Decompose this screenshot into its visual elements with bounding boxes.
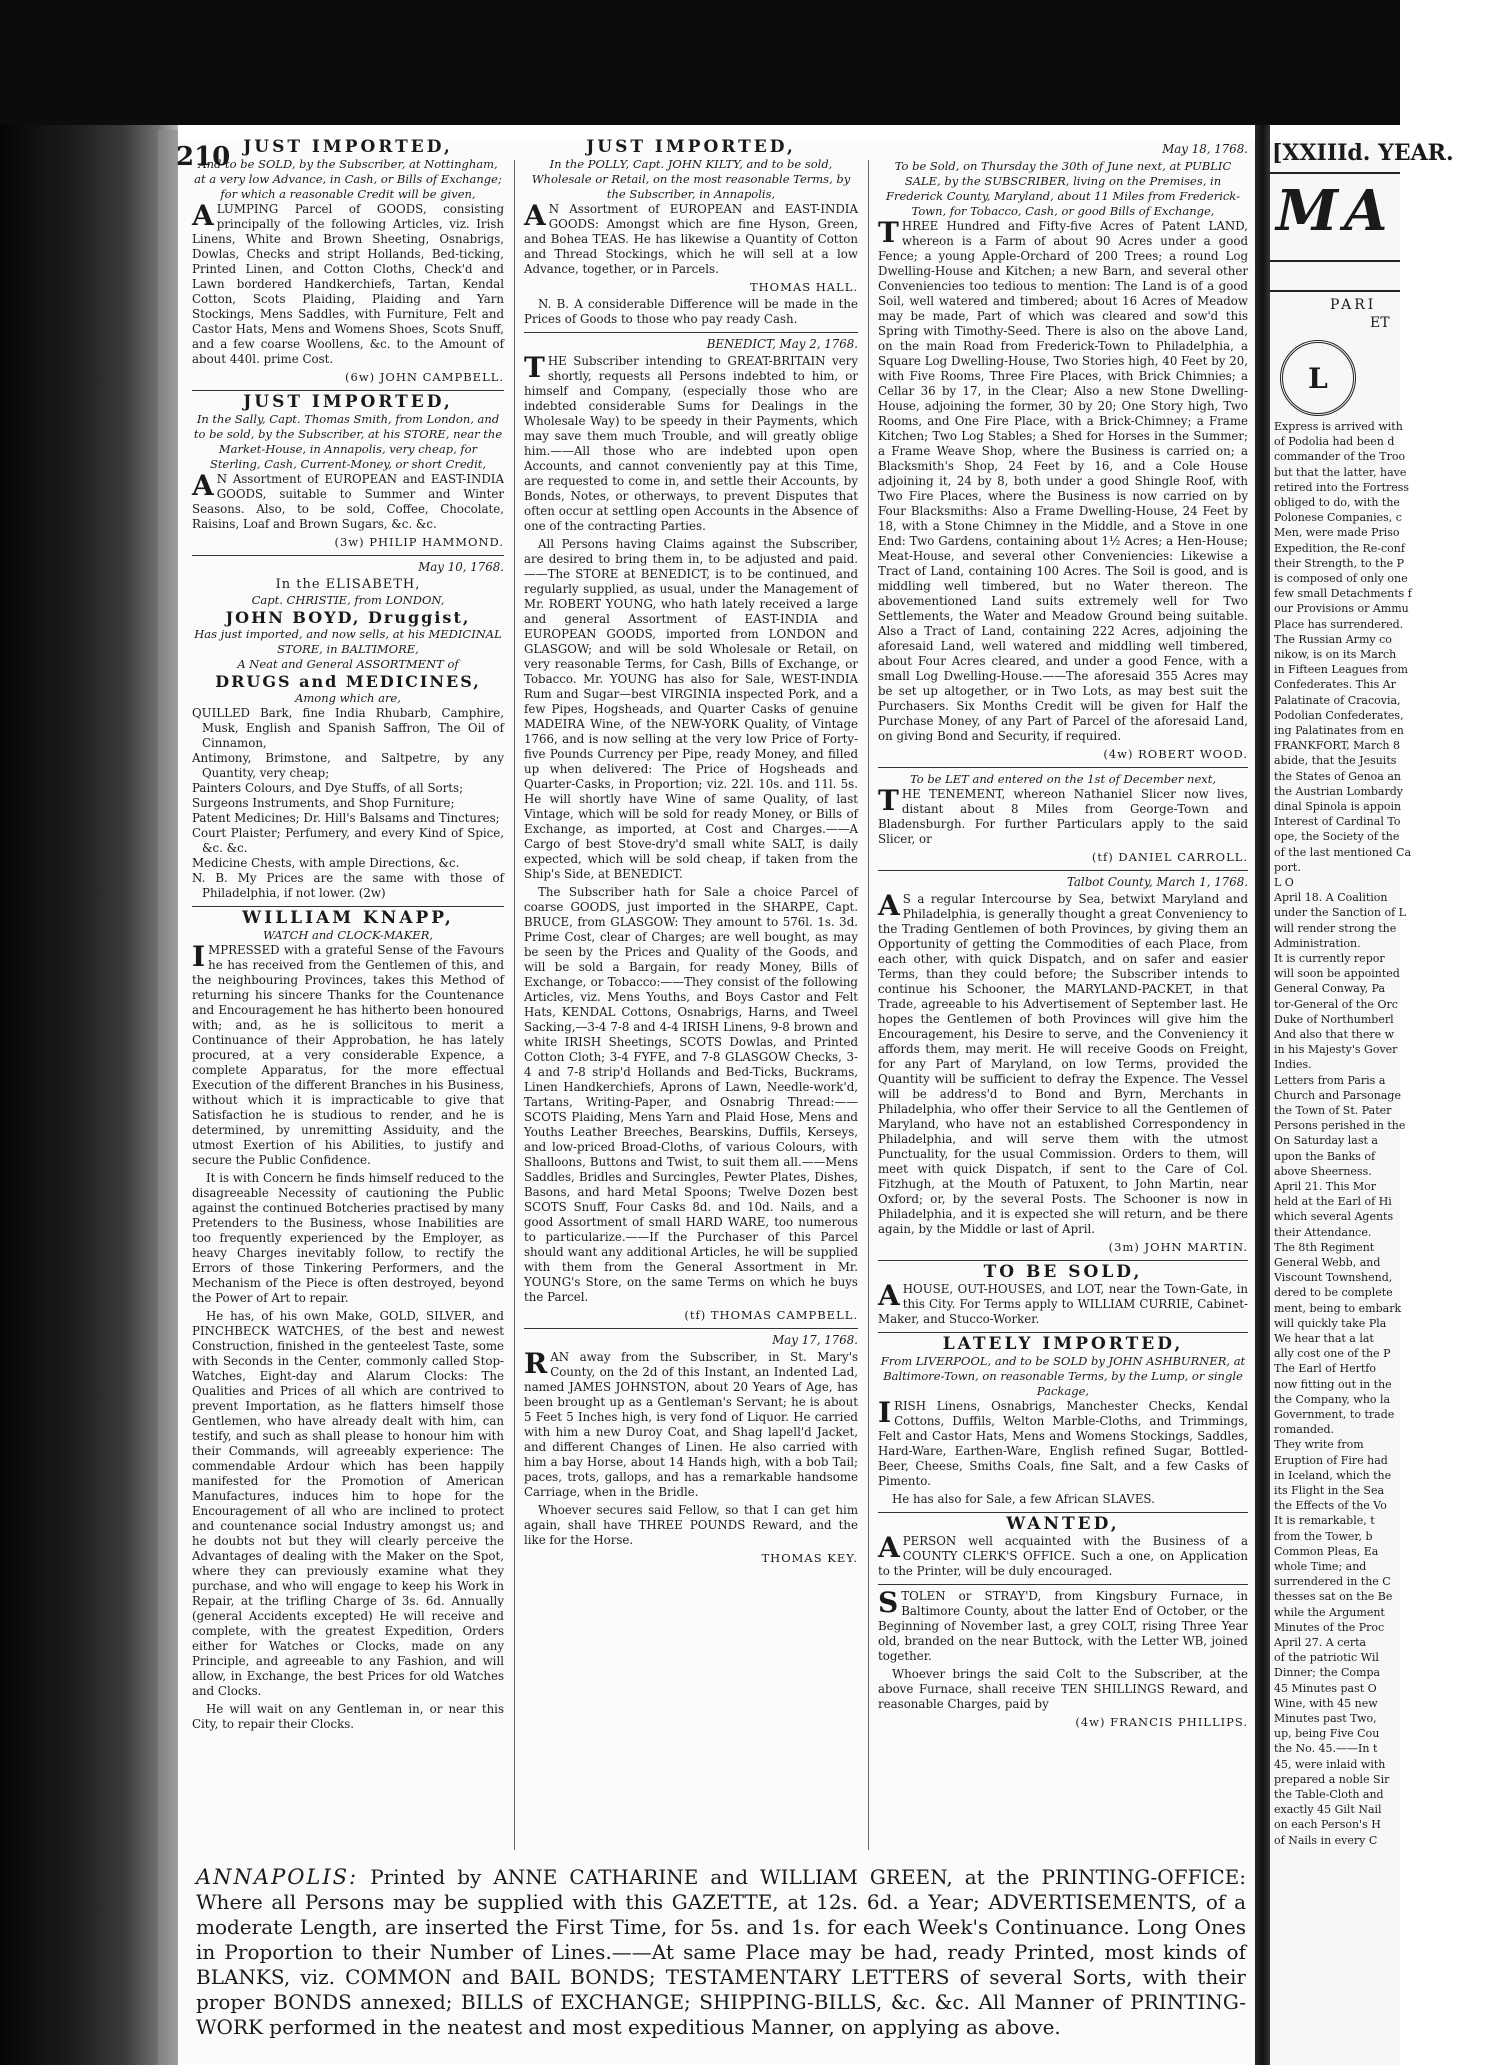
facing-page-line: their Attendance. <box>1274 1225 1372 1239</box>
facing-page-line: whole Time; and <box>1274 1560 1367 1573</box>
ad-body: IRISH Linens, Osnabrigs, Manchester Checks, Kendal Cottons, Duffils, Welton Marble-Cloths, and Trimmings, Felt and Castor Hats, Mens and Womens Stockings, Saddles, Hard-Ware, Earthen-Ware, English refined Sugar, Bottled-Beer, Cheese, Smiths Coals, fine Salt, and a few Casks of Pimento. <box>878 1396 1248 1488</box>
ad-daniel-carroll <box>878 772 1248 865</box>
column-3 <box>878 140 1248 1855</box>
ad-signature: (4w) FRANCIS PHILLIPS. <box>1075 1715 1248 1729</box>
facing-page-rule <box>1270 260 1400 262</box>
facing-page-line: Minutes past Two, <box>1274 1712 1377 1725</box>
facing-page-line: its Flight in the Sea <box>1274 1484 1385 1497</box>
ad-body: THREE Hundred and Fifty-five Acres of Patent LAND, whereon is a Farm of about 90 Acres under a good Fence; a young Apple-Orchard of 200 Trees; a round Log Dwelling-House and Kitchen; a new Barn, and several other Conveniencies too tedious to mention: The Land is of a good Soil, well watered and timbered; about 16 Acres of Meadow may be made, Part of which was cleared and sow'd this Spring with Timothy-Seed. There is also on the above Land, on the main Road from Frederick-Town to Philadelphia, a Square Log Dwelling-House, Two Stories high, 40 Feet by 20, with Five Rooms, Three Fire Places, with Brick Chimnies; a Cellar 36 by 17, in the Clear; Also a new Stone Dwelling-House, adjoining the former, 30 by 20; One Story high, Two Rooms, and One Fire Place, with a Brick-Chimney; a Frame Kitchen; Two Log Stables; a Shed for Horses in the Summer; a Frame Weave Shop, where the Business is carried on; a Blacksmith's Shop, 24 Feet by 16, and a Cole House adjoining it, 24 by 8, both under a good Shingle Roof, with Two Fire Places, where the Business is now carried on by Four Blacksmiths: Also a Frame Dwelling-House, 24 Feet by 18, with a Stone Chimney in the Middle, and a Stove in one End: Two Gardens, containing about 1½ Acres; a Hen-House; Meat-House, and several other Conveniencies: Likewise a Tract of Land, containing 100 Acres. The Soil is good, and is middling well timbered, but no Water thereon. The abovementioned Land suits extremely well for Two Settlements, the Water and Meadow Ground being suitable. Also a Tract of Land, containing 222 Acres, adjoining the aforesaid Land, well watered and middling well timbered, about Four Acres cleared, and under a good Fence, with a small Log Dwelling-House.——The aforesaid 355 Acres may be set up altogether, or in Two Lots, as may best suit the Purchasers. Six Months Credit will be given for Half the Purchase Money, of any Part of Parcel of the aforesaid Land, on giving Bond and Security, if required. <box>878 216 1248 743</box>
facing-page-line: their Strength, to the P <box>1274 556 1405 570</box>
facing-page-line: in Fifteen Leagues from <box>1274 663 1408 677</box>
ad-paragraph: All Persons having Claims against the Subscriber, are desired to bring them in, to be adjusted and paid.——The STORE at BENEDICT, is to be continued, and regularly supplied, as usual, under the Management of Mr. ROBERT YOUNG, who hath lately received a large and general Assortment of EAST-INDIA and EUROPEAN GOODS, imported from LONDON and GLASGOW; and will be sold Wholesale or Retail, on very reasonable Terms, for Cash, Bills of Exchange, or Tobacco. Mr. YOUNG has also for Sale, WEST-INDIA Rum and Sugar—best VIRGINIA inspected Pork, and a few Pipes, Hogsheads, and Quarter Casks of genuine MADEIRA Wine, of the NEW-YORK Quality, of Vintage 1766, and is now selling at the very low Price of Forty-five Pounds Currency per Pipe, ready Money, and filled up when delivered: The Price of Hogsheads and Quarter-Casks, in Proportion; viz. 22l. 10s. and 11l. 5s. He will shortly have Wine of same Quality, of last Vintage, which will be sold for ready Money, or Bills of Exchange, as imported, at Cost and Charges.——A Cargo of best Stove-dry'd small white SALT, is daily expected, which will be sold cheap, if taken from the Ship's Side, at BENEDICT. <box>524 537 858 881</box>
facing-page-line: tor-General of the Orc <box>1274 997 1398 1011</box>
ad-signature: THOMAS HALL. <box>749 280 858 294</box>
facing-page-line: of Podolia had been d <box>1274 435 1395 449</box>
facing-page-line: April 18. A Coalition <box>1274 891 1388 905</box>
ad-paragraph: He has, of his own Make, GOLD, SILVER, and PINCHBECK WATCHES, of the best and newest Construction, finished in the genteelest Taste, some with Seconds in the Center, commonly called Stop-Watches, Eight-day and Alarum Clocks: The Qualities and Prices of all which are contrived to prevent Importation, as he flatters himself those Gentlemen, who have already dealt with him, can testify, and such as shall please to honour him with their Commands, will agreeably experience: The commendable Ardour which has been happily manifested for the Promotion of American Manufactures, induces him to hope for the Encouragement of all who are inclined to protect and countenance social Industry amongst us; and he doubts not but they will clearly perceive the Advantages of dealing with the Maker on the Spot, where they can previously examine what they purchase, and who will engage to keep his Work in Repair, at the trifling Charge of 3s. 6d. Annually (general Accidents excepted) He will receive and complete, with the greatest Expedition, Orders either for Watches or Clocks, made on any Principle, and agreeable to any Fashion, and will allow, in Exchange, the best Prices for old Watches and Clocks. <box>192 1309 504 1698</box>
ad-heading: TO BE SOLD, <box>983 1262 1143 1282</box>
facing-page-line: the States of Genoa an <box>1274 769 1401 783</box>
facing-page-line: from the Tower, b <box>1274 1529 1373 1543</box>
facing-page-line: dered to be complete <box>1274 1286 1393 1300</box>
page-gutter <box>1255 125 1270 2065</box>
facing-page-line: the Austrian Lombardy <box>1274 784 1403 798</box>
ad-signature: (tf) DANIEL CARROLL. <box>1091 850 1248 864</box>
facing-page-line: will soon be appointed <box>1274 967 1400 981</box>
ad-separator <box>524 332 858 333</box>
facing-page-line: Wine, with 45 new <box>1274 1696 1378 1710</box>
list-item: N. B. My Prices are the same with those of Philadelphia, if not lower. (2w) <box>192 871 504 900</box>
ad-john-boyd-druggist <box>192 560 504 901</box>
facing-page-line: Confederates. This Ar <box>1274 678 1396 692</box>
ad-signature: (3m) JOHN MARTIN. <box>1108 1240 1248 1254</box>
facing-page-line: thesses sat on the Be <box>1274 1590 1393 1604</box>
facing-page-line: 45 Minutes past O <box>1274 1681 1377 1695</box>
facing-page-line: the Table-Cloth and <box>1274 1788 1384 1801</box>
facing-page-line: Dinner; the Compa <box>1274 1666 1381 1680</box>
facing-page-line: under the Sanction of L <box>1274 906 1406 920</box>
ad-john-martin-packet <box>878 875 1248 1255</box>
facing-page-line: in Iceland, which the <box>1274 1468 1392 1482</box>
ad-date: BENEDICT, May 2, 1768. <box>706 337 858 351</box>
ad-robert-wood-land <box>878 142 1248 762</box>
facing-page-rule <box>1270 290 1400 292</box>
ad-date: May 18, 1768. <box>1162 142 1248 156</box>
facing-page-line: General Webb, and <box>1274 1256 1381 1269</box>
ad-paragraph: The Subscriber hath for Sale a choice Parcel of coarse GOODS, just imported in the SHARPE, Capt. BRUCE, from GLASGOW: They amount to 576l. 1s. 3d. Prime Cost, clear of Charges; are well bought, as may be seen by the Prices and Quality of the Goods, and will be sold a Bargain, for ready Money, Bills of Exchange, or Tobacco:——They consist of the following Articles, viz. Mens Youths, and Boys Castor and Felt Hats, KENDAL Cottons, Osnabrigs, Harns, and Tweel Sacking,—3-4 7-8 and 4-4 IRISH Linens, 9-8 brown and white IRISH Sheetings, SCOTS Dowlas, and Printed Cotton Cloth; 3-4 FYFE, and 7-8 GLASGOW Checks, 3-4 and 7-8 strip'd Hollands and Bed-Ticks, Buckrams, Linen Handkerchiefs, Aprons of Lawn, Needle-work'd, Tartans, Writing-Paper, and Osnabrig Thread:——SCOTS Plaiding, Mens Yarn and Plaid Hose, Mens and Youths Leather Breeches, Bearskins, Duffils, Kerseys, and low-priced Broad-Cloths, of various Colours, with Shalloons, Buttons and Twist, to suit them all.——Mens Saddles, Bridles and Surcingles, Pewter Plates, Dishes, Basons, and hard Metal Spoons; Twelve Dozen best SCOTS Snuff, Four Casks 8d. and 10d. Nails, and a good Assortment of small HARD WARE, too numerous to particularize.——If the Purchaser of this Parcel should want any additional Articles, he will be supplied with them from the General Assortment in Mr. YOUNG's Store, on the same Terms on which he buys the Parcel. <box>524 885 858 1304</box>
ad-separator <box>878 1332 1248 1333</box>
column-rule-2 <box>868 160 869 1850</box>
facing-page-line: On Saturday last a <box>1274 1134 1378 1148</box>
facing-page-masthead: MA <box>1276 178 1394 244</box>
column-rule-1 <box>514 160 515 1850</box>
list-item: Antimony, Brimstone, and Saltpetre, by any Quantity, very cheap; <box>192 751 504 780</box>
facing-page-line: in his Majesty's Gover <box>1274 1043 1398 1057</box>
ad-subheading: And to be SOLD, by the Subscriber, at Nottingham, at a very low Advance, in Cash, or Bills of Exchange; for which a reasonable Credit will be given, <box>194 157 502 201</box>
facing-page-line: Church and Parsonage <box>1274 1088 1401 1102</box>
facing-page-dateline-2: ET <box>1370 315 1390 331</box>
facing-page-line: prepared a noble Sir <box>1274 1772 1390 1786</box>
facing-page-line: Indies. <box>1274 1058 1312 1072</box>
facing-page-line: Minutes of the Proc <box>1274 1620 1385 1634</box>
ad-separator <box>878 870 1248 871</box>
ad-paragraph: It is with Concern he finds himself reduced to the disagreeable Necessity of cautioning the Public against the continued Botcheries practised by many Pretenders to the Business, whose Inabilities are too frequently experienced by the Employer, as heavy Charges inevitably follow, to rectify the Errors of those Tinkering Performers, and the Mechanism of the Piece is often destroyed, beyond the Power of Art to repair. <box>192 1171 504 1305</box>
ad-note: He has also for Sale, a few African SLAVES. <box>892 1492 1155 1506</box>
ad-body: APERSON well acquainted with the Business of a COUNTY CLERK'S OFFICE. Such a one, on Application to the Printer, will be duly encouraged. <box>878 1531 1248 1578</box>
ad-heading: JUST IMPORTED, <box>586 137 796 157</box>
ad-runaway-thomas-key <box>524 1333 858 1566</box>
facing-page-line: ally cost one of the P <box>1274 1347 1391 1361</box>
facing-page-line: the Town of St. Pater <box>1274 1104 1392 1117</box>
imprint-text: Printed by ANNE CATHARINE and WILLIAM GREEN, at the PRINTING-OFFICE: Where all Persons may be supplied with this GAZETTE, at 12s. 6d. a Year; ADVERTISEMENTS, of a moderate Length, are inserted the First Time, for 5s. and 1s. for each Week's Continuance. Long Ones in Proportion to their Number of Lines.——At same Place may be had, ready Printed, most kinds of BLANKS, viz. COMMON and BAIL BONDS; TESTAMENTARY LETTERS of several Sorts, with their proper BONDS annexed; BILLS of EXCHANGE; SHIPPING-BILLS, &c. &c. All Manner of PRINTING-WORK performed in the neatest and most expeditious Manner, on applying as above. <box>196 1865 1247 2039</box>
ad-thomas-campbell <box>524 337 858 1323</box>
ad-subheading: In the Sally, Capt. Thomas Smith, from London, and to be sold, by the Subscriber, at his STORE, near the Market-House, in Annapolis, very cheap, for Sterling, Cash, Current-Money, or short Credit, <box>193 412 503 471</box>
ad-signature: (tf) THOMAS CAMPBELL. <box>684 1308 858 1322</box>
facing-page-line: They write from <box>1274 1438 1364 1452</box>
ad-note: N. B. A considerable Difference will be made in the Prices of Goods to those who pay ready Cash. <box>524 297 858 326</box>
facing-page-dateline: PARI <box>1330 297 1377 313</box>
facing-page-line: will quickly take Pla <box>1274 1316 1387 1330</box>
facing-page-line: ing Palatinates from en <box>1274 724 1404 737</box>
ad-item-list <box>192 706 504 901</box>
facing-page-line: dinal Spinola is appoin <box>1274 800 1402 813</box>
facing-page-line: Letters from Paris a <box>1274 1073 1386 1087</box>
ad-william-knapp <box>192 908 504 1732</box>
facing-page-line: 45, were inlaid with <box>1274 1757 1386 1771</box>
ad-paragraph: RAN away from the Subscriber, in St. Mary's County, on the 2d of this Instant, an Indented Lad, named JAMES JOHNSTON, about 20 Years of Age, has been brought up as a Gentleman's Servant; he is about 5 Feet 5 Inches high, is very fond of Liquor. He carried with him a new Duroy Coat, and Shag lapell'd Jacket, and different Changes of Linen. He also carried with him a bay Horse, about 14 Hands high, with a bob Tail; paces, trots, gallops, and has a remarkable handsome Carriage, when in the Bridle. <box>524 1347 858 1499</box>
ad-separator <box>878 1512 1248 1513</box>
facing-page-line: surrendered in the C <box>1274 1575 1391 1589</box>
facing-page-line: the Company, who la <box>1274 1392 1391 1406</box>
column-2 <box>524 137 858 1855</box>
ad-date: Talbot County, March 1, 1768. <box>1066 875 1248 889</box>
facing-page-line: abide, that the Jesuits <box>1274 754 1397 768</box>
ad-heading: WILLIAM KNAPP, <box>242 908 454 928</box>
ad-separator <box>192 390 504 391</box>
ad-line: Among which are, <box>295 691 401 705</box>
book-spine-edge <box>158 130 178 2065</box>
facing-page-line: above Sheerness. <box>1274 1164 1372 1178</box>
facing-page-line: And also that there w <box>1274 1028 1395 1041</box>
ad-paragraph: THE Subscriber intending to GREAT-BRITAIN very shortly, requests all Persons indebted to him, or himself and Company, (especially those who are indebted considerable Sums for Dealings in the Wholesale Way) to be speedy in their Payments, which may save them much Trouble, and will greatly oblige him.——All those who are indebted upon open Accounts, and cannot conveniently pay at this Time, are requested to come in, and settle their Accounts, by Bonds, Notes, or otherways, to prevent Disputes that often occur at settling open Accounts in the Absence of one of the contracting Parties. <box>524 351 858 533</box>
facing-page-line: Interest of Cardinal To <box>1274 815 1401 829</box>
facing-page-line: exactly 45 Gilt Nail <box>1274 1803 1382 1817</box>
ad-subheading: From LIVERPOOL, and to be SOLD by JOHN ASHBURNER, at Baltimore-Town, on reasonable Terms, by the Lump, or single Package, <box>880 1354 1246 1398</box>
facing-page-line: which several Agents <box>1274 1210 1394 1224</box>
ad-heading: WANTED, <box>1006 1514 1120 1534</box>
ad-paragraph: Whoever secures said Fellow, so that I can get him again, shall have THREE POUNDS Reward, and the like for the Horse. <box>524 1503 858 1547</box>
facing-page-line: Expedition, the Re-conf <box>1274 541 1405 555</box>
facing-page-line: Express is arrived with <box>1274 420 1403 433</box>
book-spine <box>0 125 178 2065</box>
ad-body: STOLEN or STRAY'D, from Kingsbury Furnace, in Baltimore County, about the latter End of October, or the Beginning of November last, a grey COLT, rising Three Year old, branded on the near Buttock, with the Letter WB, joined together. <box>878 1586 1248 1663</box>
facing-page-line: will render strong the <box>1274 921 1397 935</box>
list-item: Painters Colours, and Dye Stuffs, of all Sorts; <box>192 781 464 795</box>
facing-page-line: Viscount Townshend, <box>1274 1271 1393 1285</box>
ad-line: In the ELISABETH, <box>275 577 421 592</box>
facing-page-line: L O <box>1274 876 1294 889</box>
ad-line: JOHN BOYD, Druggist, <box>225 608 471 627</box>
ad-just-imported-campbell <box>192 137 504 385</box>
ad-heading: JUST IMPORTED, <box>243 137 453 157</box>
facing-page-line: Common Pleas, Ea <box>1274 1544 1379 1558</box>
seal-letter: L <box>1308 361 1328 395</box>
ad-paragraph: IMPRESSED with a grateful Sense of the Favours he has received from the Gentlemen of this, and the neighbouring Provinces, takes this Method of returning his sincere Thanks for the Countenance and Encouragement he has hitherto been honoured with; and, as he is sollicitous to merit a Continuance of their Approbation, he has lately procured, at a very considerable Expence, a complete Apparatus, for the more effectual Execution of the different Branches in his Business, without which it is impracticable to give that Satisfaction he is studious to render, and he is determined, by unremitting Assiduity, and the utmost Exertion of his Abilities, to justify and secure the Public Confidence. <box>192 940 504 1167</box>
scan-top-background <box>0 0 1400 125</box>
facing-page-line: Eruption of Fire had <box>1274 1453 1388 1467</box>
facing-page-line: Duke of Northumberl <box>1274 1012 1394 1026</box>
facing-page-line: retired into the Fortress <box>1274 480 1410 494</box>
facing-page-line: ment, being to embark <box>1274 1301 1402 1315</box>
facing-page-line: up, being Five Cou <box>1274 1727 1380 1741</box>
ad-stolen-colt <box>878 1586 1248 1730</box>
facing-page-line: Podolian Confederates, <box>1274 708 1404 722</box>
ad-thomas-hall <box>524 137 858 327</box>
facing-page-line: obliged to do, with the <box>1274 496 1400 509</box>
facing-page-line: The 8th Regiment <box>1274 1240 1375 1254</box>
list-item: Medicine Chests, with ample Directions, &c. <box>192 856 460 870</box>
facing-page-line: now fitting out in the <box>1274 1377 1392 1391</box>
facing-page-line: Palatinate of Cracovia, <box>1274 693 1401 707</box>
newspaper-page <box>176 137 1255 2065</box>
ad-date: May 10, 1768. <box>418 560 504 574</box>
seal-icon <box>1280 340 1356 416</box>
facing-page-line: We hear that a lat <box>1274 1332 1374 1345</box>
facing-page-line: port. <box>1274 860 1301 874</box>
ad-separator <box>878 767 1248 768</box>
ad-heading: LATELY IMPORTED, <box>942 1334 1184 1354</box>
ad-separator <box>524 1328 858 1329</box>
ad-subheading: To be Sold, on Thursday the 30th of June next, at PUBLIC SALE, by the SUBSCRIBER, living on the Premises, in Frederick County, Maryland, about 11 Miles from Frederick-Town, for Tobacco, Cash, or good Bills of Exchange, <box>886 159 1240 218</box>
ad-body: ALUMPING Parcel of GOODS, consisting principally of the following Articles, viz. Irish Linens, White and Brown Sheeting, Osnabrigs, Dowlas, Checks and stript Hollands, Bed-ticking, Printed Linen, and Cotton Cloths, Check'd and Lawn bordered Handkerchiefs, Tartan, Kendal Cotton, Scots Plaiding, Plaiding and Yarn Stockings, Mens Saddles, with Furniture, Felt and Castor Hats, Mens and Womens Shoes, Scots Snuff, and a few coarse Woollens, &c. to the Amount of about 440l. prime Cost. <box>192 199 504 366</box>
facing-page-line: FRANKFORT, March 8 <box>1274 739 1400 753</box>
facing-page-line: It is currently repor <box>1274 952 1385 965</box>
ad-paragraph: Whoever brings the said Colt to the Subscriber, at the above Furnace, shall receive TEN SHILLINGS Reward, and reasonable Charges, paid by <box>878 1667 1248 1711</box>
facing-page-line: upon the Banks of <box>1274 1149 1376 1163</box>
facing-page-line: commander of the Troo <box>1274 450 1406 464</box>
ad-line: Capt. CHRISTIE, from LONDON, <box>251 593 445 607</box>
facing-page-line: April 21. This Mor <box>1274 1180 1376 1193</box>
facing-page-line: of Nails in every C <box>1274 1833 1378 1847</box>
ad-separator <box>878 1584 1248 1585</box>
facing-page-line: the No. 45.——In t <box>1274 1742 1378 1756</box>
facing-page-line: Place has surrendered. <box>1274 617 1404 631</box>
facing-page-line: but that the latter, have <box>1274 465 1407 479</box>
facing-page-header: [XXIIId. YEAR. <box>1272 140 1454 166</box>
facing-page-line: romanded. <box>1274 1423 1335 1437</box>
facing-page-line: April 27. A certa <box>1274 1636 1367 1649</box>
facing-page <box>1270 140 1454 2065</box>
ad-subheading: To be LET and entered on the 1st of December next, <box>909 772 1217 786</box>
ad-body: AN Assortment of EUROPEAN and EAST-INDIA GOODS, suitable to Summer and Winter Seasons. Also, to be sold, Coffee, Chocolate, Raisins, Loaf and Brown Sugars, &c. &c. <box>192 469 504 531</box>
facing-page-line: ope, the Society of the <box>1274 830 1400 844</box>
facing-page-line: Administration. <box>1274 936 1361 950</box>
ad-house-to-be-sold <box>878 1262 1248 1327</box>
ad-signature: THOMAS KEY. <box>761 1551 858 1565</box>
ad-line: Has just imported, and now sells, at his MEDICINAL STORE, in BALTIMORE, <box>194 627 502 656</box>
facing-page-line: of the patriotic Wil <box>1274 1651 1379 1665</box>
facing-page-line: The Russian Army co <box>1274 632 1392 646</box>
facing-page-line: nikow, is on its March <box>1274 648 1397 661</box>
list-item: Court Plaister; Perfumery, and every Kind of Spice, &c. &c. <box>192 826 504 855</box>
ad-signature: (4w) ROBERT WOOD. <box>1103 747 1248 761</box>
facing-page-line: Polonese Companies, c <box>1274 511 1402 525</box>
list-item: Patent Medicines; Dr. Hill's Balsams and Tinctures; <box>192 811 500 825</box>
ad-separator <box>878 1260 1248 1261</box>
list-item: QUILLED Bark, fine India Rhubarb, Camphire, Musk, English and Spanish Saffron, The Oil of Cinnamon, <box>192 706 504 750</box>
ad-line: A Neat and General ASSORTMENT of <box>237 657 459 671</box>
facing-page-line: is composed of only one <box>1274 572 1408 585</box>
ad-body: AHOUSE, OUT-HOUSES, and LOT, near the Town-Gate, in this City. For Terms apply to WILLIAM CURRIE, Cabinet-Maker, and Stucco-Worker. <box>878 1279 1248 1326</box>
facing-page-rule <box>1270 172 1400 174</box>
facing-page-line: while the Argument <box>1274 1605 1385 1619</box>
ad-wanted-clerk <box>878 1514 1248 1579</box>
facing-page-line: few small Detachments f <box>1274 587 1412 601</box>
facing-page-line: Persons perished in the <box>1274 1119 1406 1133</box>
facing-page-line: our Provisions or Ammu <box>1274 602 1409 616</box>
ad-subheading: WATCH and CLOCK-MAKER, <box>262 928 434 942</box>
ad-subheading: In the POLLY, Capt. JOHN KILTY, and to be sold, Wholesale or Retail, on the most reasonable Terms, by the Subscriber, in Annapolis, <box>531 157 851 201</box>
facing-page-line: held at the Earl of Hi <box>1274 1195 1392 1209</box>
page-number: 210 <box>176 142 231 172</box>
ad-separator <box>192 906 504 907</box>
ad-body: AS a regular Intercourse by Sea, betwixt Maryland and Philadelphia, is generally thought a great Conveniency to the Trading Gentlemen of both Provinces, by giving them an Opportunity of getting the Commodities of each Place, from each other, with quick Dispatch, and on safer and easier Terms, than they could before; the Subscriber intends to continue his Schooner, the MARYLAND-PACKET, in that Trade, agreeable to his Advertisement of September last. He hopes the Gentlemen of both Provinces will give him the Encouragement, his Desire to serve, and the Conveniency it affords them, may merit. He will receive Goods on Freight, for any Part of Maryland, on low Terms, provided the Quantity will be sufficient to defray the Expence. The Vessel will be address'd to Bond and Byrn, Merchants in Philadelphia, who offer their Service to all the Gentlemen of Maryland, who have not an established Correspondency in Philadelphia, and will serve them with the utmost Punctuality, for the usual Commission. Orders to them, will meet with quick Dispatch, if sent to the Care of Col. Fitzhugh, at the Mouth of Patuxent, to John Martin, near Oxford; or, by the several Posts. The Schooner is now in Philadelphia, and it is expected she will return, and be there again, by the Middle or last of April. <box>878 889 1248 1236</box>
ad-body: THE TENEMENT, whereon Nathaniel Slicer now lives, distant about 8 Miles from George-Town and Bladensburgh. For further Particulars apply to the said Slicer, or <box>878 784 1248 846</box>
printer-imprint <box>196 1865 1246 2040</box>
facing-page-line: on each Person's H <box>1274 1818 1381 1832</box>
ad-just-imported-hammond <box>192 392 504 550</box>
ad-line: DRUGS and MEDICINES, <box>215 672 481 691</box>
ad-paragraph: He will wait on any Gentleman in, or near this City, to repair their Clocks. <box>192 1702 504 1731</box>
ad-signature: (3w) PHILIP HAMMOND. <box>334 535 504 549</box>
ad-separator <box>192 555 504 556</box>
ad-body: AN Assortment of EUROPEAN and EAST-INDIA GOODS: Amongst which are fine Hyson, Green, and Bohea TEAS. He has likewise a Quantity of Cotton and Thread Stockings, which he will sell at a low Advance, together, or in Parcels. <box>524 199 858 276</box>
facing-page-line: Men, were made Priso <box>1274 526 1400 540</box>
facing-page-line: of the last mentioned Ca <box>1274 845 1412 859</box>
ad-date: May 17, 1768. <box>772 1333 858 1347</box>
facing-page-line: The Earl of Hertfo <box>1274 1362 1376 1376</box>
ad-heading: JUST IMPORTED, <box>243 392 453 412</box>
facing-page-line: It is remarkable, t <box>1274 1514 1375 1528</box>
ad-lately-imported-ashburner <box>878 1334 1248 1507</box>
ad-signature: (6w) JOHN CAMPBELL. <box>345 370 504 384</box>
imprint-lead: ANNAPOLIS: <box>196 1865 359 1889</box>
facing-page-line: the Effects of the Vo <box>1274 1499 1387 1513</box>
facing-page-line: General Conway, Pa <box>1274 982 1386 996</box>
column-1 <box>192 137 504 1855</box>
facing-page-line: Government, to trade <box>1274 1408 1395 1421</box>
list-item: Surgeons Instruments, and Shop Furniture; <box>192 796 455 810</box>
